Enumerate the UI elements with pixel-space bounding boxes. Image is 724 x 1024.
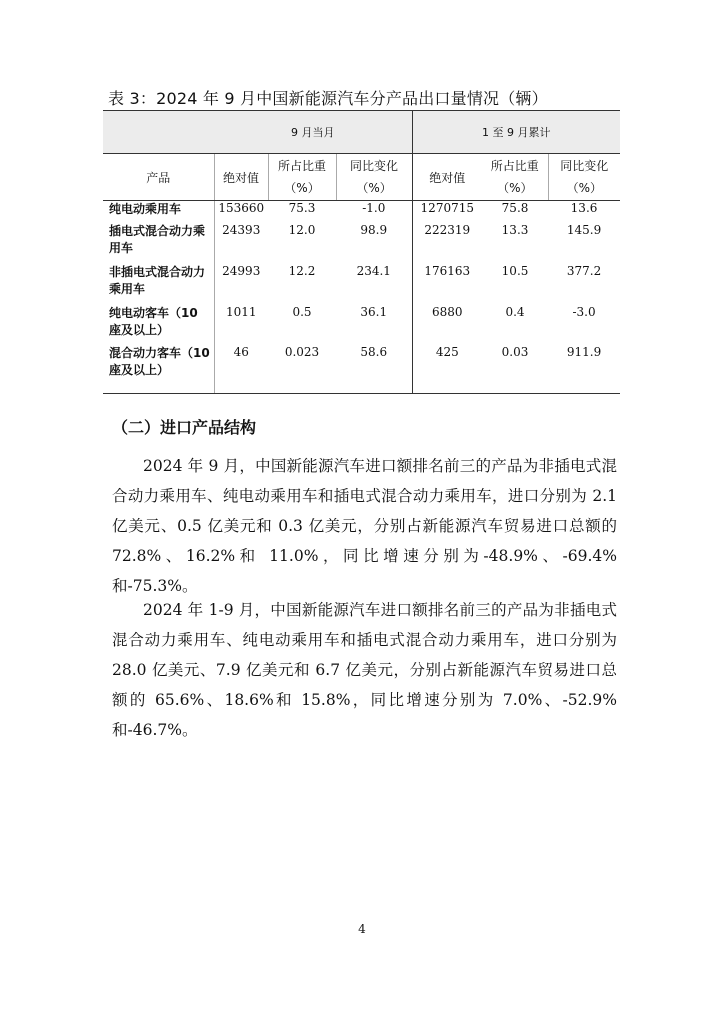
col-yoy-header: 同比变化 （%） [336,154,412,201]
col-abs-header: 绝对值 [214,154,268,201]
cell-cum-share: 10.5 [501,263,529,278]
cell-month-abs: 153660 [214,201,268,223]
cell-cum-abs: 222319 [412,223,482,264]
row-name: 纯电动客车（10 座及以上） [109,305,198,337]
cell-cum-share: 75.8 [501,201,529,215]
table-row [103,264,620,305]
cell-month-abs: 1011 [214,305,268,345]
cell-cum-share: 0.4 [505,304,525,319]
cell-cum-abs: 1270715 [412,201,482,223]
cell-cum-share: 0.03 [482,345,548,394]
cell-month-yoy: 98.9 [360,222,388,237]
cell-month-abs: 46 [214,345,268,394]
col-share-header-cum: 所占比重 （%） [482,154,548,201]
row-name: 插电式混合动力乘用车 [109,223,206,255]
paragraph-september: 2024 年 9 月，中国新能源汽车进口额排名前三的产品为非插电式混合动力乘用车、纯电动乘用车和插电式混合动力乘用车，进口分别为 2.1 亿美元、0.5 亿美元和 0.3 亿美元，分别占新能源汽车贸易进口总额的 72.8%、16.2%和 11.0%，同比增速分别为-48.9%、-69.4%和-75.3%。 [112,457,617,595]
cell-month-share: 0.5 [292,304,312,319]
table-caption: 表 3：2024 年 9 月中国新能源汽车分产品出口量情况（辆） [108,89,548,108]
col-product-header: 产品 [103,154,214,201]
cell-month-yoy: 58.6 [336,345,412,394]
table-row [103,201,620,223]
cell-month-share: 12.0 [288,222,316,237]
export-table [103,110,620,394]
cell-month-yoy: -1.0 [362,201,386,215]
table-row [103,345,620,394]
cell-month-share: 0.023 [268,345,336,394]
cell-month-abs: 24393 [214,223,268,264]
page-number: 4 [358,922,366,936]
section-heading: （二）进口产品结构 [112,418,257,437]
group-header-month: 9 月当月 [214,111,412,154]
table-row [103,305,620,345]
col-yoy-header-cum: 同比变化 （%） [548,154,620,201]
cell-cum-share: 13.3 [501,222,529,237]
row-name: 混合动力客车（10 座及以上） [103,345,214,394]
col-share-header: 所占比重 （%） [268,154,336,201]
group-header-cumulative: 1 至 9 月累计 [412,111,620,154]
cell-cum-abs: 425 [412,345,482,394]
cell-month-yoy: 36.1 [360,304,388,319]
row-name: 非插电式混合动力乘用车 [109,264,206,296]
row-name: 纯电动乘用车 [109,202,182,216]
cell-cum-yoy: -3.0 [572,304,596,319]
col-abs-header-cum: 绝对值 [412,154,482,201]
cell-month-abs: 24993 [214,264,268,305]
group-header-empty [103,111,214,154]
cell-month-share: 12.2 [288,263,316,278]
cell-cum-yoy: 145.9 [566,222,602,237]
cell-cum-abs: 6880 [412,305,482,345]
cell-cum-yoy: 13.6 [570,201,598,215]
cell-cum-yoy: 911.9 [548,345,620,394]
group-header-row [103,111,620,154]
cell-cum-abs: 176163 [412,264,482,305]
table-row [103,223,620,264]
cell-month-share: 75.3 [288,201,316,215]
cell-month-yoy: 234.1 [356,263,391,278]
paragraph-jan-sep: 2024 年 1-9 月，中国新能源汽车进口额排名前三的产品为非插电式混合动力乘用车、纯电动乘用车和插电式混合动力乘用车，进口分别为 28.0 亿美元、7.9 亿美元和 6.7 亿美元，分别占新能源汽车贸易进口总额的 65.6%、18.6%和 15.8%，同比增速分别为 7.0%、-52.9%和-46.7%。 [112,601,617,739]
column-header-row [103,154,620,201]
cell-cum-yoy: 377.2 [566,263,602,278]
